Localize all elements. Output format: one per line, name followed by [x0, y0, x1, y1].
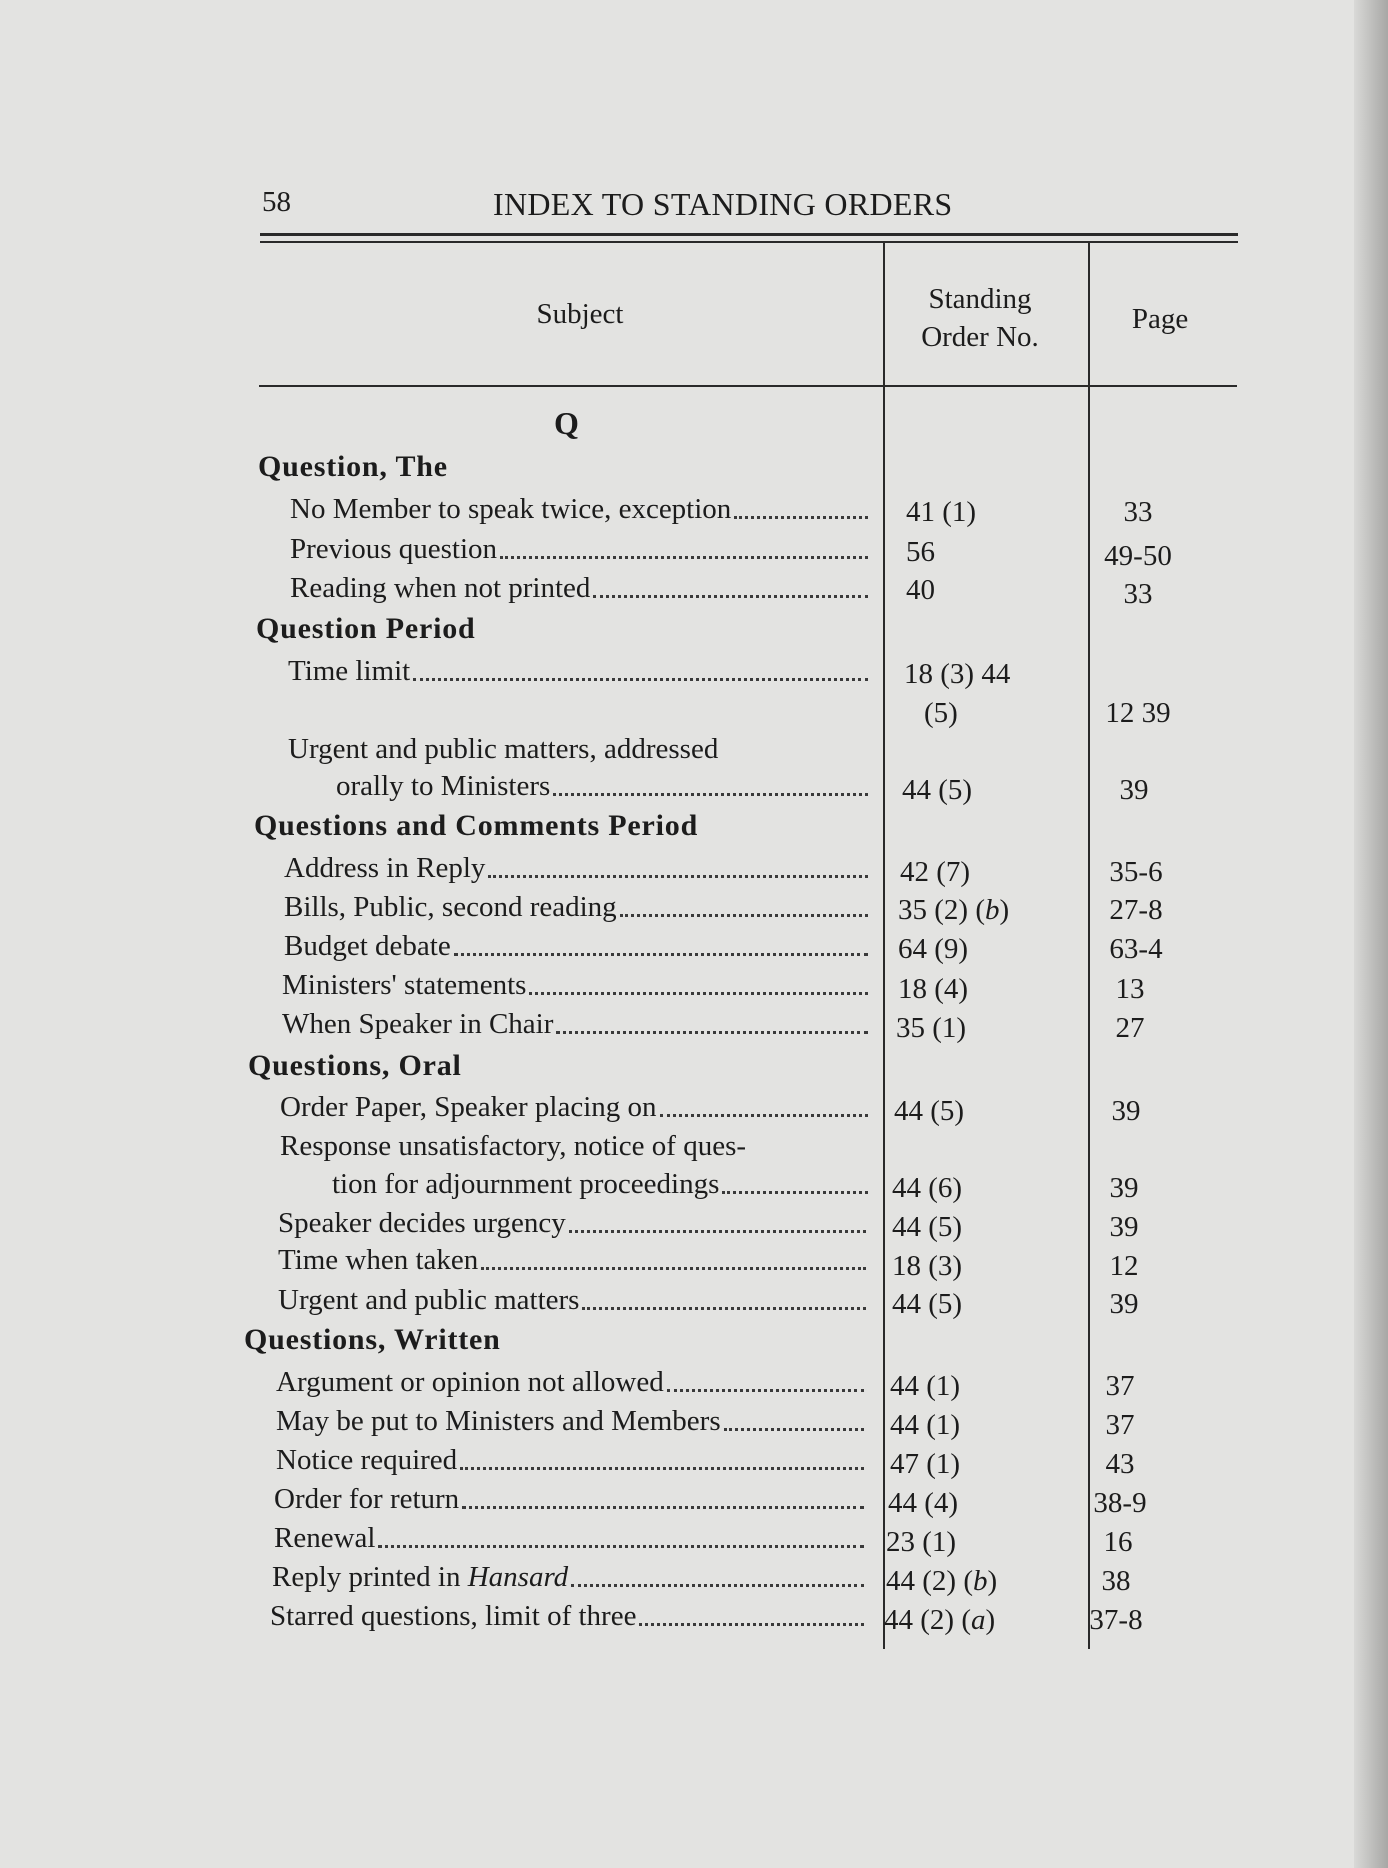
page-number: 58 [262, 186, 291, 218]
entry-text: Urgent and public matters, addressed [288, 733, 719, 765]
entry-page: 63-4 [1109, 933, 1163, 965]
index-entry [276, 1444, 864, 1477]
leader-dots [413, 678, 868, 681]
index-entry [288, 655, 868, 688]
index-entry [290, 533, 868, 566]
leader-dots [582, 1307, 866, 1310]
leader-dots [639, 1623, 864, 1626]
index-entry-continued [336, 770, 868, 803]
leader-dots [569, 1230, 866, 1233]
leader-dots [556, 1031, 868, 1034]
entry-order: 44 (1) [890, 1370, 961, 1402]
column-header-rule [259, 385, 1237, 387]
entry-text-continued: tion for adjournment proceedings [332, 1168, 720, 1200]
index-entry [282, 1008, 868, 1041]
page-edge-shadow [1354, 0, 1388, 1868]
entry-page: 43 [1105, 1448, 1135, 1480]
entry-order: 44 (5) [892, 1211, 963, 1243]
index-entry [270, 1600, 864, 1633]
index-entry [276, 1405, 864, 1438]
leader-dots [460, 1467, 864, 1470]
index-entry [284, 891, 868, 924]
entry-page: 39 [1109, 1172, 1139, 1204]
entry-order: 42 (7) [900, 856, 971, 888]
entry-page: 13 [1115, 973, 1145, 1005]
index-entry [282, 969, 868, 1002]
column-header-standing-order-line2: Order No. [921, 321, 1039, 353]
entry-order: 44 (1) [890, 1409, 961, 1441]
entry-page: 38 [1101, 1565, 1131, 1597]
column-header-standing-order-line1: Standing [928, 283, 1032, 315]
section-heading: Question Period [256, 612, 476, 645]
entry-page: 37 [1105, 1370, 1135, 1402]
entry-text: Time when taken [278, 1244, 479, 1276]
entry-order: 18 (4) [898, 973, 969, 1005]
column-divider-order [883, 243, 885, 1649]
index-entry [272, 1561, 864, 1594]
entry-order: 44 (2) (a) [884, 1604, 996, 1636]
entry-order: 44 (5) [894, 1095, 965, 1127]
entry-text: Time limit [288, 655, 411, 687]
entry-page: 12 [1109, 1250, 1139, 1282]
entry-order-continued: (5) [924, 697, 958, 729]
index-entry [280, 1130, 868, 1163]
header-double-rule-bottom [260, 241, 1238, 243]
index-entry [278, 1244, 866, 1277]
entry-order: 56 [906, 536, 935, 568]
entry-text-continued: orally to Ministers [336, 770, 551, 802]
index-entry [276, 1366, 864, 1399]
leader-dots [571, 1584, 864, 1587]
index-entry [284, 930, 868, 963]
entry-text: Starred questions, limit of three [270, 1600, 637, 1632]
entry-page: 39 [1109, 1211, 1139, 1243]
index-entry [288, 733, 868, 766]
entry-text: Speaker decides urgency [278, 1207, 566, 1239]
leader-dots [593, 595, 868, 598]
entry-order: 44 (5) [902, 774, 973, 806]
entry-text: Previous question [290, 533, 498, 565]
entry-text: Ministers' statements [282, 969, 527, 1001]
leader-dots [500, 556, 868, 559]
entry-page: 35-6 [1109, 856, 1163, 888]
entry-text: Renewal [274, 1522, 376, 1554]
entry-order: 18 (3) 44 [904, 658, 1011, 690]
entry-order: 23 (1) [886, 1526, 957, 1558]
entry-page: 49-50 [1104, 540, 1172, 572]
header-double-rule-top [260, 233, 1238, 236]
running-title: INDEX TO STANDING ORDERS [493, 186, 953, 222]
entry-text: Bills, Public, second reading [284, 891, 617, 923]
entry-order: 41 (1) [906, 496, 977, 528]
entry-page: 27 [1115, 1012, 1145, 1044]
leader-dots [378, 1545, 864, 1548]
entry-text: Order Paper, Speaker placing on [280, 1091, 657, 1123]
entry-order: 44 (2) (b) [886, 1565, 998, 1597]
entry-order: 35 (2) (b) [898, 894, 1010, 926]
leader-dots [722, 1191, 868, 1194]
entry-page: 39 [1111, 1095, 1141, 1127]
index-entry [278, 1207, 866, 1240]
entry-page: 16 [1103, 1526, 1133, 1558]
leader-dots [667, 1389, 864, 1392]
entry-text: Reading when not printed [290, 572, 591, 604]
entry-page: 33 [1123, 578, 1153, 610]
leader-dots [488, 875, 868, 878]
entry-text: Response unsatisfactory, notice of ques- [280, 1130, 747, 1162]
entry-order: 44 (5) [892, 1288, 963, 1320]
entry-page: 39 [1119, 774, 1149, 806]
entry-order: 44 (4) [888, 1487, 959, 1519]
entry-order: 44 (6) [892, 1172, 963, 1204]
leader-dots [724, 1428, 864, 1431]
entry-page: 38-9 [1093, 1487, 1147, 1519]
entry-order: 47 (1) [890, 1448, 961, 1480]
entry-text: Order for return [274, 1483, 460, 1515]
entry-text: Address in Reply [284, 852, 486, 884]
entry-text: Budget debate [284, 930, 451, 962]
leader-dots [553, 793, 868, 796]
entry-text: Notice required [276, 1444, 458, 1476]
leader-dots [734, 516, 868, 519]
index-entry [290, 572, 868, 605]
index-entry [274, 1483, 864, 1516]
index-entry [274, 1522, 864, 1555]
section-heading: Question, The [258, 450, 448, 483]
entry-page: 39 [1109, 1288, 1139, 1320]
entry-page: 37 [1105, 1409, 1135, 1441]
section-heading: Questions and Comments Period [254, 809, 699, 842]
leader-dots [462, 1506, 864, 1509]
section-heading: Questions, Oral [248, 1049, 462, 1082]
index-entry [278, 1284, 866, 1317]
section-heading: Questions, Written [244, 1323, 501, 1356]
entry-text: Reply printed in Hansard [272, 1561, 569, 1593]
entry-page: 37-8 [1089, 1604, 1143, 1636]
leader-dots [481, 1267, 866, 1270]
entry-page: 33 [1123, 496, 1153, 528]
entry-text: May be put to Ministers and Members [276, 1405, 721, 1437]
entry-order: 35 (1) [896, 1012, 967, 1044]
index-entry [290, 493, 868, 526]
section-letter: Q [554, 405, 579, 441]
entry-order: 18 (3) [892, 1250, 963, 1282]
entry-text: No Member to speak twice, exception [290, 493, 732, 525]
leader-dots [620, 914, 868, 917]
entry-page: 12 39 [1105, 697, 1171, 729]
entry-order: 64 (9) [898, 933, 969, 965]
column-header-standing-order [885, 280, 1075, 356]
index-entry [280, 1091, 868, 1124]
column-header-subject: Subject [536, 298, 624, 330]
entry-text: When Speaker in Chair [282, 1008, 554, 1040]
entry-text: Urgent and public matters [278, 1284, 580, 1316]
entry-order: 40 [906, 574, 935, 606]
entry-page: 27-8 [1109, 894, 1163, 926]
leader-dots [454, 953, 868, 956]
leader-dots [660, 1114, 868, 1117]
column-header-page: Page [1131, 303, 1189, 335]
entry-text: Argument or opinion not allowed [276, 1366, 664, 1398]
index-entry-continued [332, 1168, 868, 1201]
leader-dots [529, 992, 868, 995]
index-entry [284, 852, 868, 885]
